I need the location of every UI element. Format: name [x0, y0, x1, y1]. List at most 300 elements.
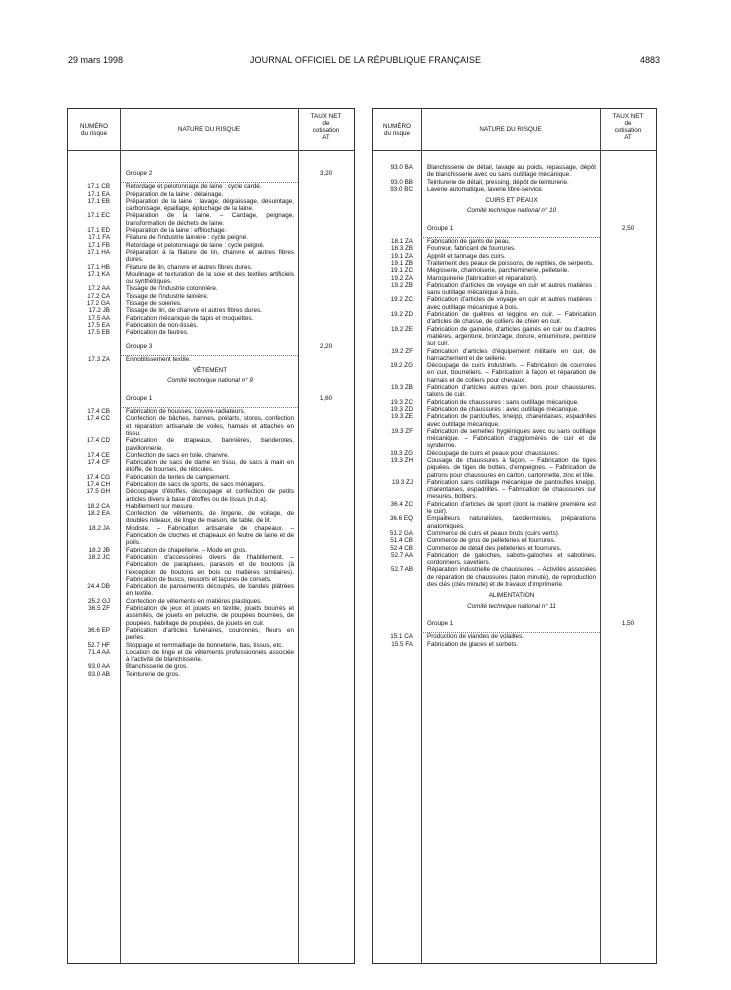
risk-code — [373, 219, 421, 238]
risk-description: Fabrication de chaussures : sans outillage mécanique. — [427, 398, 579, 406]
table-row — [68, 598, 354, 605]
risk-description: Fabrication d'articles de voyage en cuir et autres matières : sans outillage mécanique à bois. — [427, 281, 596, 297]
header-divider — [68, 150, 354, 151]
risk-code: 15.5 FA — [391, 640, 413, 648]
cotisation-rate — [298, 307, 354, 314]
risk-description: Fabrication d'accessoires divers de l'habillement. – Fabrication de parapluies, parasols et de boutons (à l'exception de boutons en bois ou matières similaires). Fabrication de buscs, ressorts et laçures de corsets. — [126, 553, 294, 583]
risk-code: 19.1 ZA — [390, 252, 413, 260]
risk-description: Retordage et pelotonnage de laine : cycle peigné. — [126, 241, 265, 249]
risk-code: 36.6 EQ — [389, 515, 413, 523]
risk-code — [373, 193, 421, 207]
risk-description: Tissage de l'industrie cotonnière. — [126, 285, 218, 293]
table-row — [68, 191, 354, 198]
table-row — [68, 583, 354, 598]
risk-description: Fabrication de chaussures : avec outillage mécanique. — [427, 405, 579, 413]
risk-code — [373, 588, 421, 602]
cotisation-rate — [298, 242, 354, 249]
table-row — [68, 234, 354, 241]
cotisation-rate — [600, 603, 656, 614]
column-header-code: NUMÉRO du risque — [383, 122, 411, 137]
cotisation-rate — [298, 356, 354, 363]
risk-code: 17.1 EC — [87, 212, 110, 220]
cotisation-rate — [298, 198, 354, 213]
risk-description: Fabrication de sacs de dame en tissu, de sacs à main en étoffe, de bourses, de réticules. — [126, 459, 294, 474]
risk-code — [68, 337, 120, 356]
risk-description: Préparation de la laine : lavage, dégraissage, désuintage, carbonisage, épaillage, épluchage de la laine. — [126, 197, 294, 213]
risk-code — [373, 614, 421, 633]
risk-code: 17.4 CB — [87, 408, 110, 416]
risk-code: 17.5 EA — [87, 321, 110, 329]
risk-description: Habillement sur mesure. — [126, 502, 195, 510]
cotisation-rate — [600, 193, 656, 207]
cotisation-rate — [298, 264, 354, 271]
risk-code: 93.0 BA — [390, 164, 413, 171]
risk-description: Fabrication de feutres. — [126, 329, 189, 337]
table-row — [68, 322, 354, 329]
column-header-nature: NATURE DU RISQUE — [177, 126, 241, 133]
risk-description: Blanchisserie de gros. — [126, 663, 188, 671]
table-row — [68, 356, 354, 363]
cotisation-rate — [298, 481, 354, 488]
cotisation-rate — [298, 627, 354, 642]
cotisation-rate — [298, 488, 354, 503]
risk-code — [68, 363, 120, 377]
cotisation-rate — [600, 588, 656, 602]
table-row — [373, 245, 656, 252]
risk-description: Fabrication de semelles hygiéniques avec ou sans outillage mécanique. – Fabrication d'agglomérés de cuir et de synderme. — [427, 427, 596, 450]
table-row — [68, 671, 354, 678]
cotisation-rate — [600, 413, 656, 428]
table-row — [68, 663, 354, 670]
table-row — [373, 515, 656, 530]
risk-code: 36.5 ZF — [88, 605, 110, 613]
risk-code: 17.2 CA — [87, 292, 110, 300]
committee-label: Comité technique national n° 11 — [467, 602, 556, 610]
risk-code: 19.3 ZE — [390, 413, 413, 421]
risk-code: 17.1 ED — [87, 227, 110, 235]
risk-code: 17.4 CE — [87, 451, 110, 459]
cotisation-rate — [600, 633, 656, 640]
risk-code: 19.2 ZB — [390, 281, 413, 289]
risk-description: Découpage d'étoffes, découpage et confection de petits articles divers à base d'étoffes ou de tissus (n.d.a). — [126, 488, 294, 503]
risk-description: Location de linge et de vêtements professionnels associée à l'activité de blanchisserie. — [126, 648, 294, 664]
risk-code: 52.7 AA — [390, 551, 413, 559]
risk-code: 17.4 CH — [86, 480, 110, 488]
cotisation-rate — [298, 322, 354, 329]
table-row — [373, 384, 656, 399]
group-label: Groupe 3 — [120, 337, 298, 356]
cotisation-rate — [600, 566, 656, 588]
risk-code: 25.2 GJ — [87, 597, 110, 605]
risk-description: Retordage et pelotonnage de laine : cycle cardé. — [126, 183, 262, 191]
group-row — [68, 164, 354, 183]
table-row — [68, 459, 354, 474]
table-row — [68, 510, 354, 525]
risk-code — [68, 164, 120, 183]
cotisation-rate — [298, 183, 354, 190]
cotisation-rate — [600, 245, 656, 252]
risk-code: 93.0 BB — [390, 178, 413, 186]
risk-description: Préparation de la laine : délainage. — [126, 190, 224, 198]
cotisation-rate — [298, 191, 354, 198]
risk-code: 18.3 ZB — [390, 245, 413, 253]
table-row — [373, 450, 656, 457]
risk-code: 18.1 ZA — [390, 238, 413, 246]
risk-code: 19.3 ZH — [390, 456, 413, 464]
risk-description: Traitement des peaux de poissons, de reptiles, de serpents. — [427, 259, 594, 267]
cotisation-rate — [600, 326, 656, 348]
table-row — [373, 275, 656, 282]
table-row — [68, 329, 354, 336]
risk-description: Fabrication de sacs de sports, de sacs ménagers. — [126, 480, 265, 488]
cotisation-rate — [600, 253, 656, 260]
table-row — [68, 271, 354, 286]
cotisation-rate — [298, 510, 354, 525]
risk-code: 36.4 ZC — [390, 500, 413, 508]
risk-code: 19.1 ZC — [390, 267, 413, 275]
risk-description: Moulinage et texturation de la soie et des textiles artificiels ou synthétiques. — [126, 270, 294, 286]
cotisation-rate — [600, 479, 656, 501]
risk-description: Tissage de soieries. — [126, 300, 182, 308]
risk-description: Fabrication d'articles de voyage en cuir et autres matières : avec outillage mécanique à bois. — [427, 296, 596, 311]
risk-description: Filature de lin, chanvre et autres fibres dures. — [126, 263, 253, 271]
table-row — [68, 474, 354, 481]
risk-description: Fabrication mécanique de tapis et moquettes. — [126, 314, 254, 322]
column-header-rate: TAUX NET de cotisation AT — [612, 113, 644, 141]
header-divider — [373, 150, 656, 151]
table-row — [68, 183, 354, 190]
risk-code: 19.3 ZJ — [392, 478, 413, 486]
risk-description: Fabrication d'articles de sport (dont la matière première est le cuir). — [427, 500, 596, 516]
section-heading-row — [68, 363, 354, 377]
cotisation-rate — [298, 554, 354, 583]
risk-description: Confection de bâches, bannes, prélarts, stores, confection et réparation artisanale de voiles, harnais et attaches en tissu. — [126, 415, 294, 437]
table-row — [68, 627, 354, 642]
risk-description: Confection de vêtements en matières plastiques. — [126, 597, 263, 605]
risk-code: 52.4 CB — [390, 544, 413, 552]
risk-code: 17.4 CC — [86, 415, 110, 423]
table-row — [68, 307, 354, 314]
cotisation-rate — [298, 474, 354, 481]
risk-code: 19.3 ZC — [390, 398, 413, 406]
table-row — [373, 326, 656, 348]
risk-description: Confection de sacs en toile, chanvre. — [126, 451, 230, 459]
cotisation-rate — [298, 649, 354, 664]
risk-code: 19.2 ZA — [390, 274, 413, 282]
table-row — [68, 554, 354, 583]
table-row — [68, 415, 354, 437]
header-title: JOURNAL OFFICIEL DE LA RÉPUBLIQUE FRANÇAISE — [249, 55, 482, 65]
table-row — [373, 296, 656, 311]
risk-description: Teinturerie de gros. — [126, 670, 180, 678]
cotisation-rate — [600, 641, 656, 648]
cotisation-rate — [298, 525, 354, 547]
group-row — [373, 219, 656, 238]
risk-code — [68, 377, 120, 388]
table-row — [373, 179, 656, 186]
group-row — [68, 389, 354, 408]
table-row — [68, 408, 354, 415]
table-row — [373, 267, 656, 274]
risk-code: 17.1 FA — [88, 234, 110, 242]
cotisation-rate — [600, 530, 656, 537]
risk-code: 71.4 AA — [87, 648, 110, 656]
cotisation-rate — [600, 428, 656, 450]
cotisation-rate — [298, 671, 354, 678]
page-header — [0, 55, 731, 69]
table-row — [373, 501, 656, 516]
cotisation-rate — [600, 399, 656, 406]
cotisation-rate — [600, 282, 656, 297]
risk-description: Fabrication d'articles funéraires, couronnes, fleurs en perles. — [126, 626, 294, 642]
cotisation-rate: 1,50 — [621, 619, 635, 627]
table-row — [68, 293, 354, 300]
table-row — [68, 315, 354, 322]
cotisation-rate — [600, 296, 656, 311]
risk-code: 17.2 GA — [86, 300, 110, 308]
risk-description: Fabrication de galoches, sabots-galoches et sabotines, cordonniers, savetiers. — [427, 551, 596, 567]
cotisation-rate — [298, 329, 354, 336]
cotisation-rate — [600, 186, 656, 193]
risk-code: 17.1 KA — [87, 270, 110, 278]
group-label: Groupe 1 — [421, 219, 600, 238]
risk-description: Fabrication de pantoufles, kneipp, charentaises, espadrilles avec outillage mécanique. — [427, 413, 596, 428]
risk-code: 17.1 EA — [87, 190, 110, 198]
committee-row — [373, 603, 656, 614]
cotisation-rate: 1,60 — [319, 394, 333, 402]
risk-code: 24.4 DB — [87, 583, 110, 591]
risk-code: 18.2 EA — [87, 510, 110, 518]
risk-code: 18.2 JC — [88, 553, 110, 561]
risk-description: Empailleurs naturalistes, taxidermistes, préparations anatomiques. — [427, 515, 596, 530]
group-label: Groupe 2 — [120, 164, 298, 183]
table-row — [373, 413, 656, 428]
cotisation-rate — [600, 207, 656, 218]
risk-description: Teinturerie de détail, pressing, dépôt de teinturerie. — [427, 178, 569, 186]
cotisation-rate — [600, 362, 656, 384]
section-heading-row — [373, 193, 656, 207]
cotisation-rate — [298, 249, 354, 264]
risk-description: Tissage de l'industrie lainière. — [126, 292, 209, 300]
group-label: Groupe 1 — [421, 614, 600, 633]
risk-description: Découpage de cuirs industriels. – Fabrication de courroies en cuir, bourreliers. – Fabrication à façon et réparation de harnais et de colliers pour chevaux. — [427, 362, 596, 384]
table-row — [68, 452, 354, 459]
table-right — [372, 108, 657, 964]
cotisation-rate — [600, 457, 656, 479]
risk-description: Fourreur, fabricant de fourrures. — [427, 245, 516, 253]
risk-description: Fabrication de gants de peau. — [427, 238, 511, 246]
committee-row — [373, 207, 656, 218]
risk-code — [68, 389, 120, 408]
table-row — [373, 238, 656, 245]
page-number: 4883 — [640, 55, 661, 65]
table-row — [68, 547, 354, 554]
risk-description: Réparation industrielle de chaussures. – Activités associées de réparation de chaussures (talon minute), de reproduction des clés (clés minute) et de travaux d'imprimerie. — [427, 566, 596, 589]
cotisation-rate — [298, 547, 354, 554]
table-row — [373, 537, 656, 544]
risk-description: Filature de l'industrie lainière : cycle peigné. — [126, 234, 248, 242]
risk-code: 17.4 CD — [86, 437, 110, 445]
risk-description: Découpage de cuirs et peaux pour chaussures. — [427, 449, 559, 457]
table-row — [373, 282, 656, 297]
cotisation-rate: 3,20 — [319, 170, 333, 177]
group-row — [68, 337, 354, 356]
risk-code: 19.2 ZD — [390, 311, 413, 319]
cotisation-rate — [298, 583, 354, 598]
cotisation-rate — [600, 238, 656, 245]
committee-label: Comité technique national n° 10 — [466, 207, 557, 215]
cotisation-rate — [298, 234, 354, 241]
risk-description: Commerce de cuirs et peaux bruts (cuirs verts). — [427, 529, 560, 537]
risk-description: Fabrication d'articles autres qu'en bois pour chaussures, talons de cuir. — [427, 384, 596, 399]
risk-code: 18.2 JA — [88, 524, 110, 532]
risk-description: Fabrication de guêtres et leggins en cuir. – Fabrication d'articles de chasse, de colliers de chien en cuir. — [427, 311, 596, 326]
risk-description: Préparation de la laine. – Cardage, peignage, transformation de déchets de laine. — [126, 212, 294, 227]
risk-description: Blanchisserie de détail, lavage au poids, repassage, dépôt de blanchisserie avec ou sans outillage mécanique. — [427, 164, 596, 179]
risk-description: Ennoblissement textile. — [126, 355, 191, 363]
cotisation-rate — [298, 212, 354, 227]
risk-code: 17.4 CF — [87, 459, 110, 467]
risk-description: Stoppage et remmaillage de bonneterie, bas, tissus, etc. — [126, 641, 284, 649]
risk-description: Fabrication de gainerie, d'articles gainés en cuir ou d'autres matières, argenture, bronzage, dorure, enluminure, peinture sur cuir. — [427, 325, 596, 348]
cotisation-rate — [298, 363, 354, 377]
table-row — [68, 212, 354, 227]
table-row — [68, 264, 354, 271]
cotisation-rate: 2,50 — [621, 224, 635, 232]
risk-code: 52.7 HF — [87, 641, 110, 649]
cotisation-rate — [600, 515, 656, 530]
risk-description: Fabrication d'articles d'équipement militaire en cuir, de harnachement et de sellerie. — [427, 347, 596, 362]
table-row — [373, 566, 656, 588]
cotisation-rate — [298, 598, 354, 605]
risk-description: Fabrication de glaces et sorbets. — [427, 640, 519, 648]
risk-description: Mégisserie, chamoiserie, parcheminerie, pelleterie. — [427, 267, 570, 275]
cotisation-rate — [298, 293, 354, 300]
risk-code: 17.1 CB — [87, 183, 110, 191]
table-row — [68, 437, 354, 452]
risk-code: 17.5 GH — [86, 488, 110, 496]
risk-description: Apprêt et tannage des cuirs. — [427, 252, 506, 260]
risk-code: 93.0 AB — [87, 670, 110, 678]
cotisation-rate — [600, 545, 656, 552]
risk-code: 19.2 ZF — [391, 347, 413, 355]
table-row — [68, 642, 354, 649]
risk-description: Production de viandes de volailles. — [427, 633, 524, 641]
risk-code: 93.0 AA — [87, 663, 110, 671]
table-row — [373, 545, 656, 552]
risk-code: 19.3 ZB — [390, 384, 413, 392]
section-heading: CUIRS ET PEAUX — [485, 197, 538, 205]
table-row — [68, 525, 354, 547]
cotisation-rate — [600, 260, 656, 267]
table-row — [68, 242, 354, 249]
cotisation-rate — [600, 348, 656, 363]
cotisation-rate — [600, 552, 656, 567]
section-heading: VÊTEMENT — [192, 367, 228, 375]
risk-code: 93.0 BC — [390, 185, 413, 193]
risk-description: Tissage de lin, de chanvre et autres fibres dures. — [126, 307, 262, 315]
cotisation-rate — [298, 408, 354, 415]
cotisation-rate — [298, 642, 354, 649]
risk-code: 19.1 ZB — [390, 259, 413, 267]
table-row — [373, 530, 656, 537]
risk-code: 19.3 ZF — [391, 427, 413, 435]
risk-code: 17.1 EB — [87, 197, 110, 205]
risk-code: 17.1 HB — [87, 263, 110, 271]
risk-code: 51.4 CB — [390, 537, 413, 545]
header-date: 29 mars 1998 — [68, 55, 124, 65]
risk-code: 19.3 ZD — [390, 405, 413, 413]
risk-description: Fabrication de non-tissés. — [126, 321, 199, 329]
table-left — [67, 108, 355, 964]
cotisation-rate — [600, 179, 656, 186]
cotisation-rate — [600, 537, 656, 544]
cotisation-rate — [298, 459, 354, 474]
table-body — [373, 164, 656, 648]
table-row — [373, 260, 656, 267]
section-heading: ALIMENTATION — [488, 592, 535, 600]
risk-code: 51.2 GA — [389, 529, 413, 537]
table-row — [373, 457, 656, 479]
risk-code: 52.7 AB — [390, 566, 413, 574]
table-body — [68, 164, 354, 678]
column-header-rate: TAUX NET de cotisation AT — [310, 113, 342, 141]
cotisation-rate — [600, 450, 656, 457]
risk-description: Fabrication de tentes de campement. — [126, 473, 230, 481]
risk-code: 17.3 ZA — [87, 355, 110, 363]
cotisation-rate — [298, 437, 354, 452]
risk-description: Fabrication sans outillage mécanique de pantoufles kneipp, charentaises, espadrilles. – Fabrication de chaussures sur mesures, bottiers. — [427, 478, 596, 501]
table-row — [373, 428, 656, 450]
table-row — [68, 503, 354, 510]
risk-code — [373, 207, 421, 218]
table-row — [373, 186, 656, 193]
cotisation-rate — [600, 275, 656, 282]
table-row — [373, 311, 656, 326]
table-row — [373, 633, 656, 640]
risk-code: 17.2 JB — [88, 307, 110, 315]
risk-code: 19.3 ZG — [390, 449, 413, 457]
risk-code: 18.2 CA — [87, 502, 110, 510]
risk-description: Fabrication de jeux et jouets en textile, jouets bourrés et assimilés, de jouets en peluche, de poupées bourrées, de poupées, habillage de poupées, de jouets en cuir. — [126, 605, 294, 627]
cotisation-rate — [600, 311, 656, 326]
risk-description: Confection de vêtements, de lingerie, de voilage, de doubles rideaux, de linge de maison, de table, de lit. — [126, 510, 294, 525]
cotisation-rate — [298, 271, 354, 286]
cotisation-rate — [298, 415, 354, 437]
table-row — [68, 285, 354, 292]
risk-code: 17.1 HA — [87, 248, 110, 256]
table-row — [373, 253, 656, 260]
cotisation-rate — [298, 377, 354, 388]
column-header-code: NUMÉRO du risque — [80, 122, 108, 137]
table-row — [68, 649, 354, 664]
risk-code: 17.2 AA — [87, 285, 110, 293]
group-label: Groupe 1 — [120, 389, 298, 408]
risk-code: 36.6 EP — [87, 626, 110, 634]
table-row — [68, 488, 354, 503]
cotisation-rate — [298, 315, 354, 322]
risk-code: 15.1 CA — [390, 633, 413, 641]
risk-description: Cousage de chaussures à façon. – Fabrication de tiges piquées, de tiges de bottes, d'empeignes. – Fabrication de patrons pour chaussures en carton, cartonnette, zinc et tôle. — [427, 456, 596, 479]
cotisation-rate — [298, 285, 354, 292]
table-row — [373, 164, 656, 179]
risk-description: Fabrication de housses, couvre-radiateurs. — [126, 408, 246, 416]
table-row — [68, 605, 354, 627]
table-row — [373, 399, 656, 406]
risk-description: Fabrication de drapeaux, bannières, banderoles, pavillonnerie. — [126, 437, 294, 452]
risk-description: Fabrication de pansements découpés, de bandes plâtrées en textile. — [126, 583, 294, 598]
table-row — [373, 348, 656, 363]
